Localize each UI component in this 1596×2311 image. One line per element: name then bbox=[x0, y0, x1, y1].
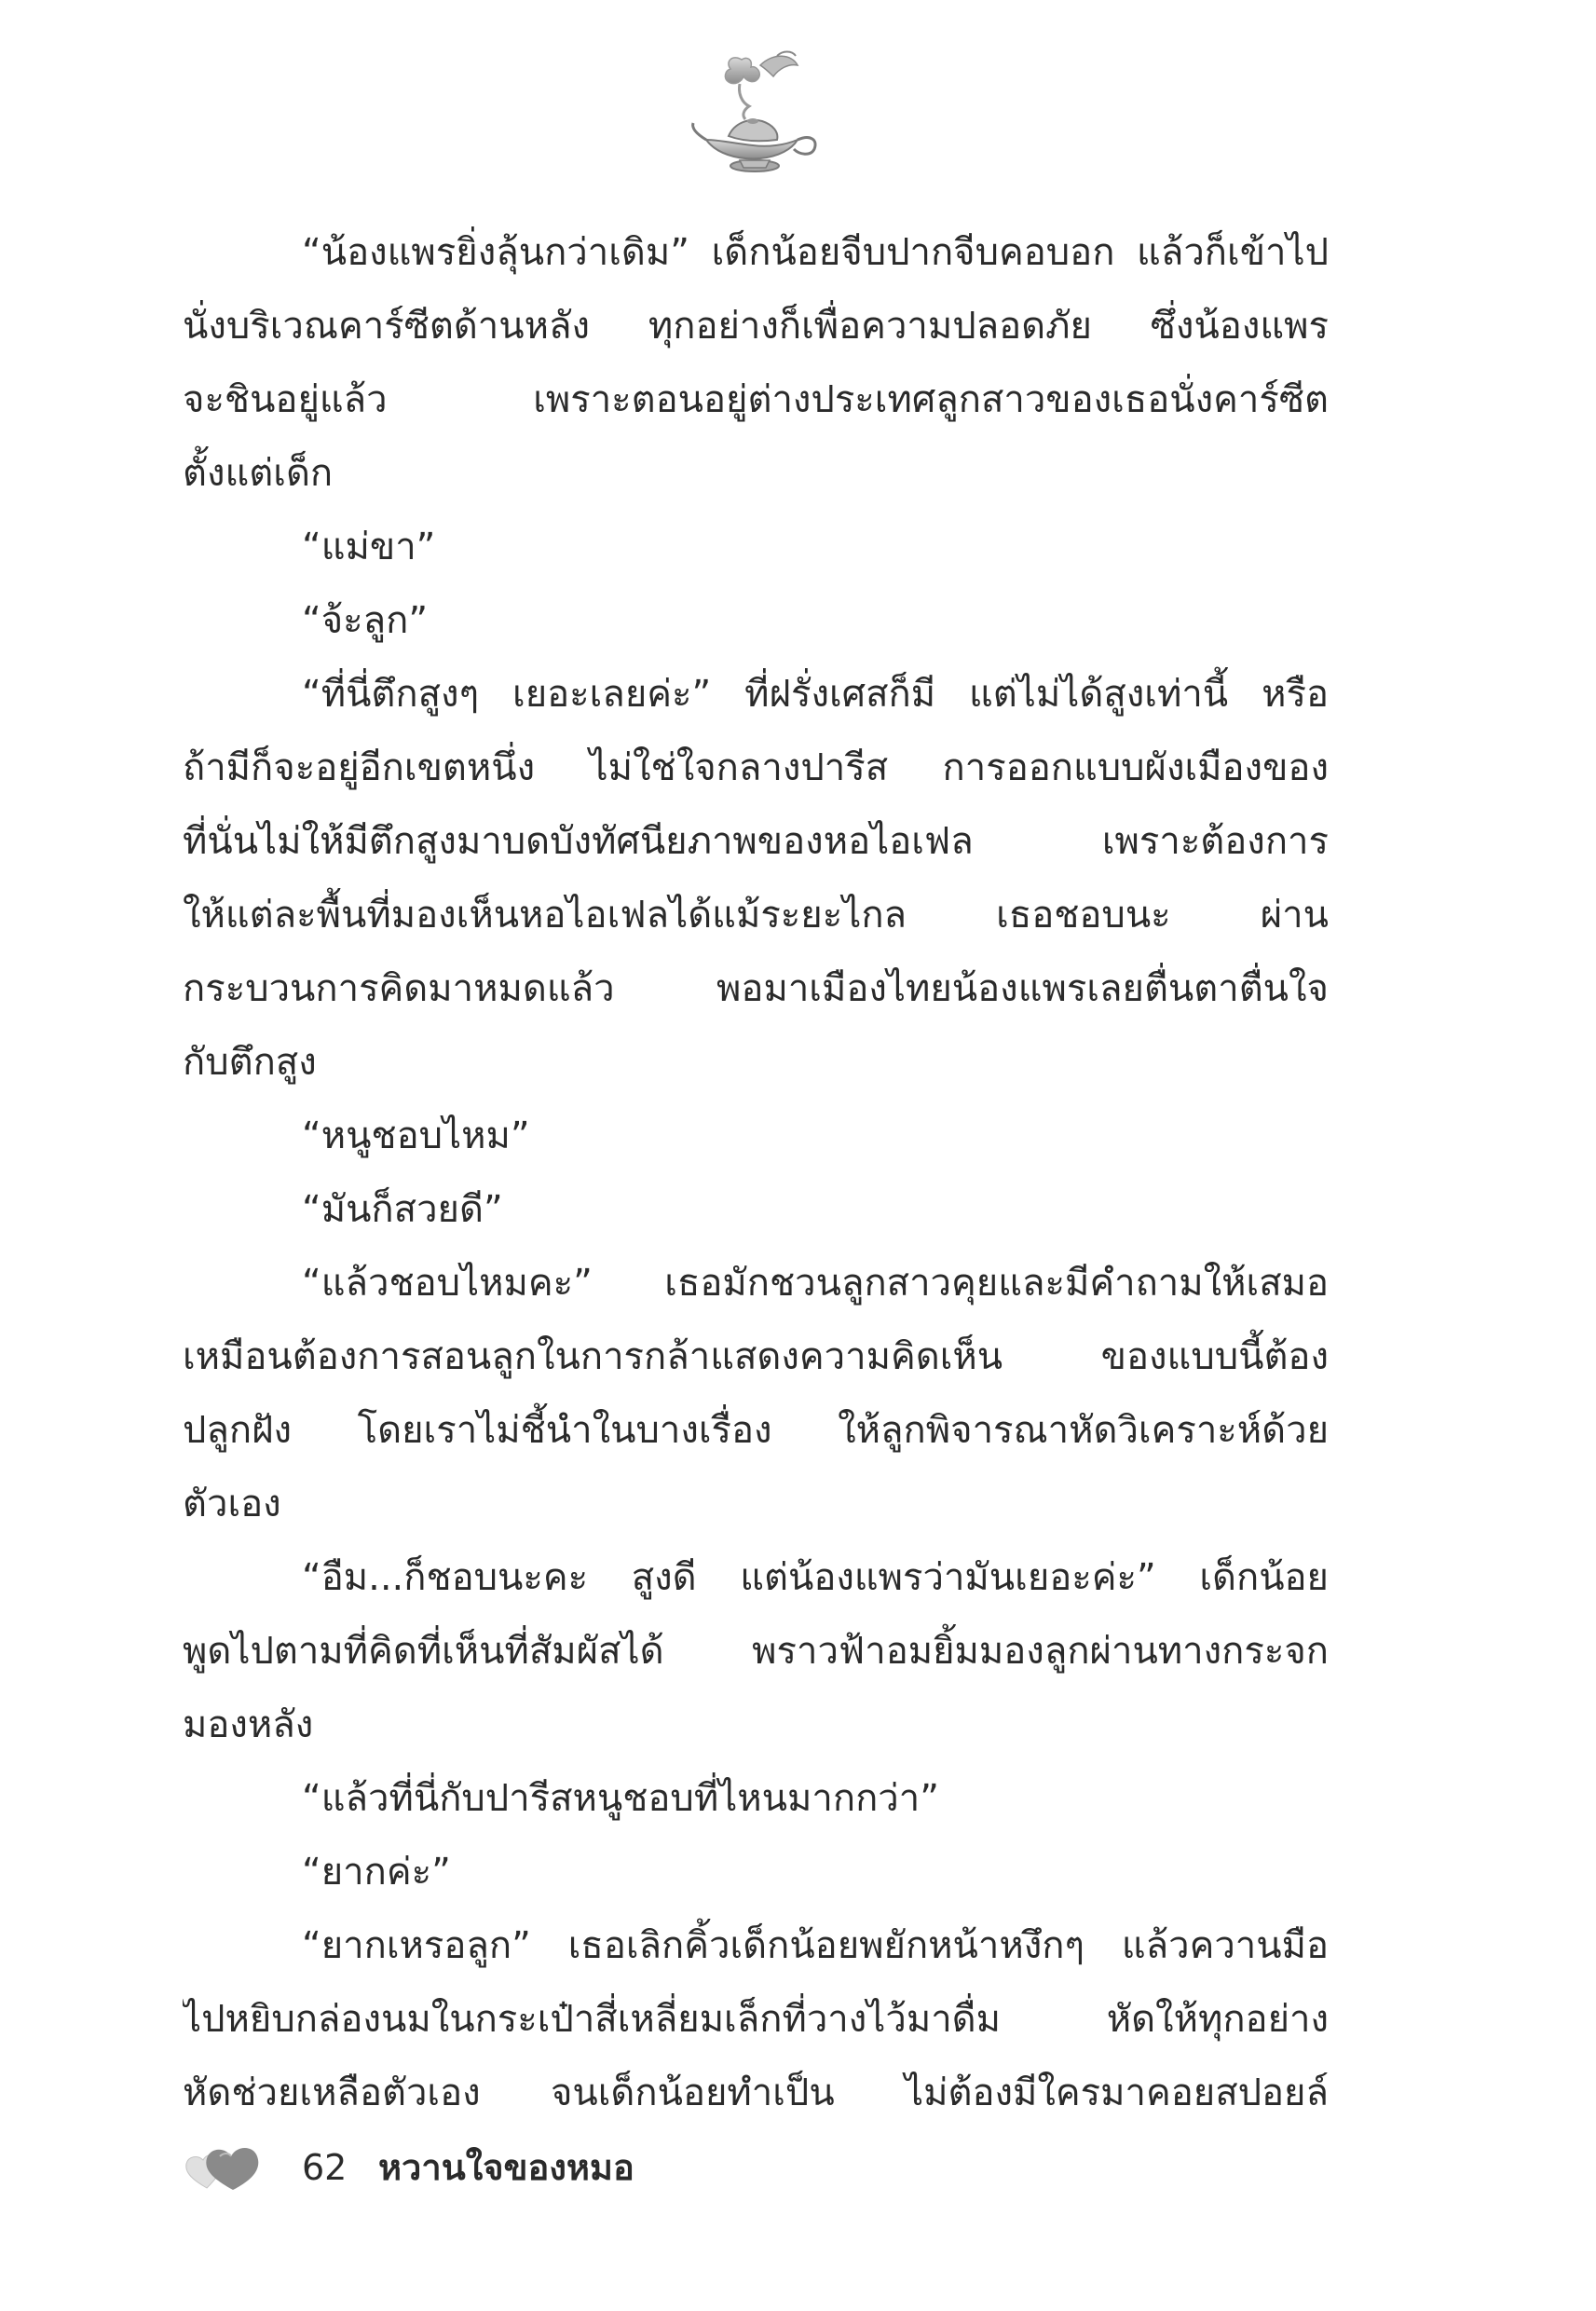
text-line: “แล้วชอบไหมคะ” เธอมักชวนลูกสาวคุยและมีคำถามให้เสมอ bbox=[302, 1262, 1329, 1305]
text-line: “ยากค่ะ” bbox=[302, 1851, 451, 1894]
hearts-icon bbox=[183, 2140, 266, 2195]
body-text bbox=[183, 216, 1329, 2130]
text-line: มองหลัง bbox=[183, 1703, 314, 1746]
text-line: “น้องแพรยิ่งลุ้นกว่าเดิม” เด็กน้อยจีบปากจีบคอบอก แล้วก็เข้าไป bbox=[302, 231, 1329, 274]
text-line: กับตึกสูง bbox=[183, 1041, 317, 1084]
genie-lamp-with-angel-icon bbox=[688, 48, 827, 184]
text-line: “มันก็สวยดี” bbox=[302, 1188, 503, 1231]
text-line: ไปหยิบกล่องนมในกระเป๋าสี่เหลี่ยมเล็กที่วางไว้มาดื่ม หัดให้ทุกอย่าง bbox=[183, 1998, 1329, 2041]
text-line: “หนูชอบไหม” bbox=[302, 1114, 530, 1157]
text-line: “จ้ะลูก” bbox=[302, 599, 429, 642]
text-line: นั่งบริเวณคาร์ซีตด้านหลัง ทุกอย่างก็เพื่อความปลอดภัย ซึ่งน้องแพร bbox=[183, 305, 1329, 348]
text-line: พูดไปตามที่คิดที่เห็นที่สัมผัสได้ พราวฟ้าอมยิ้มมองลูกผ่านทางกระจก bbox=[183, 1630, 1329, 1673]
text-line: ถ้ามีก็จะอยู่อีกเขตหนึ่ง ไม่ใช่ใจกลางปารีส การออกแบบผังเมืองของ bbox=[183, 746, 1329, 789]
text-line: ปลูกฝัง โดยเราไม่ชี้นำในบางเรื่อง ให้ลูกพิจารณาหัดวิเคราะห์ด้วย bbox=[183, 1409, 1329, 1452]
text-line: “อืม...ก็ชอบนะคะ สูงดี แต่น้องแพรว่ามันเยอะค่ะ” เด็กน้อย bbox=[302, 1556, 1329, 1599]
text-line: หัดช่วยเหลือตัวเอง จนเด็กน้อยทำเป็น ไม่ต้องมีใครมาคอยสปอยล์ bbox=[183, 2072, 1329, 2114]
text-line: เหมือนต้องการสอนลูกในการกล้าแสดงความคิดเห็น ของแบบนี้ต้อง bbox=[183, 1335, 1329, 1378]
text-line: ตัวเอง bbox=[183, 1483, 281, 1525]
page-number: 62 bbox=[302, 2147, 348, 2188]
text-line: “ยากเหรอลูก” เธอเลิกคิ้วเด็กน้อยพยักหน้าหงึกๆ แล้วควานมือ bbox=[302, 1924, 1329, 1967]
text-line: ที่นั่นไม่ให้มีตึกสูงมาบดบังทัศนียภาพของหอไอเฟล เพราะต้องการ bbox=[183, 820, 1329, 863]
text-line: ให้แต่ละพื้นที่มองเห็นหอไอเฟลได้แม้ระยะไกล เธอชอบนะ ผ่าน bbox=[183, 894, 1329, 937]
text-line: “แม่ขา” bbox=[302, 526, 436, 568]
text-line: “ที่นี่ตึกสูงๆ เยอะเลยค่ะ” ที่ฝรั่งเศสก็มี แต่ไม่ได้สูงเท่านี้ หรือ bbox=[302, 673, 1329, 716]
text-line: ตั้งแต่เด็ก bbox=[183, 452, 334, 495]
page-footer bbox=[183, 2140, 928, 2195]
book-title: หวานใจของหมอ bbox=[378, 2147, 634, 2188]
text-line: จะชินอยู่แล้ว เพราะตอนอยู่ต่างประเทศลูกสาวของเธอนั่งคาร์ซีต bbox=[183, 378, 1329, 421]
text-line: กระบวนการคิดมาหมดแล้ว พอมาเมืองไทยน้องแพรเลยตื่นตาตื่นใจ bbox=[183, 967, 1329, 1010]
text-line: “แล้วที่นี่กับปารีสหนูชอบที่ไหนมากกว่า” bbox=[302, 1777, 939, 1820]
